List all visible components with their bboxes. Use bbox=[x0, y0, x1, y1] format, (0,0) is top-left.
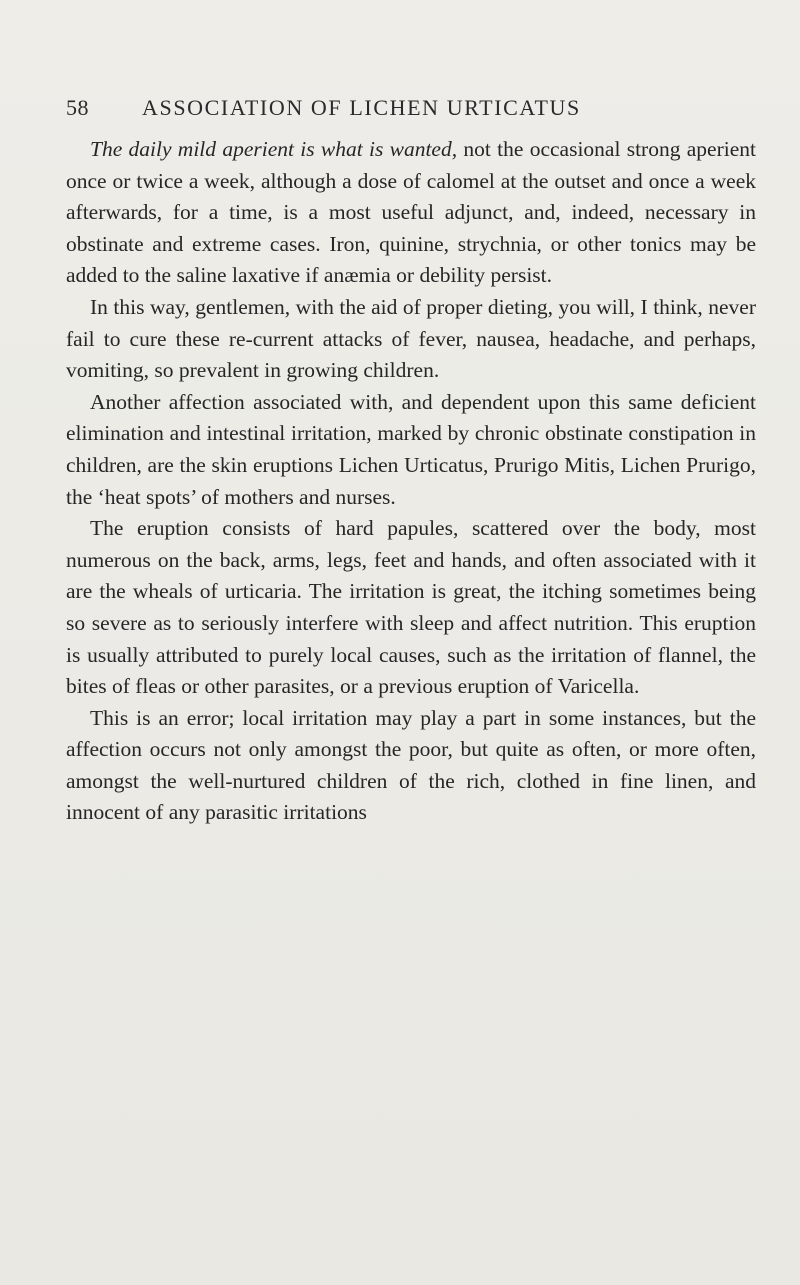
italic-lead: The daily mild aperient is what is wanted, bbox=[90, 137, 458, 161]
paragraph: The eruption consists of hard papules, scattered over the body, most numerous on the back, arms, legs, feet and hands, and often associated with it are the wheals of urticaria. The irritation is great, the itching sometimes being so severe as to seriously interfere with sleep and affect nutrition. This eruption is usually attributed to purely local causes, such as the irritation of flannel, the bites of fleas or other parasites, or a previous eruption of Varicella. bbox=[66, 516, 756, 699]
body-text bbox=[66, 134, 756, 829]
paragraph: In this way, gentlemen, with the aid of proper dieting, you will, I think, never fail to cure these re-current attacks of fever, nausea, headache, and perhaps, vomiting, so prevalent in growing children. bbox=[66, 294, 756, 383]
paragraph bbox=[66, 134, 756, 292]
paragraph: Another affection associated with, and dependent upon this same deficient elimination and intestinal irritation, marked by chronic obstinate constipation in children, are the skin eruptions Lichen Urticatus, Prurigo Mitis, Lichen Prurigo, the ‘heat spots’ of mothers and nurses. bbox=[66, 389, 756, 509]
paragraph-text: not the occasional strong aperient once or twice a week, although a dose of calomel at the outset and once a week afterwards, for a time, is a most useful adjunct, and, indeed, necessary in obstinate and extreme cases. Iron, quinine, strychnia, or other tonics may be added to the saline laxative if anæmia or debility persist. bbox=[66, 137, 756, 288]
paragraph: This is an error; local irritation may play a part in some instances, but the affection occurs not only amongst the poor, but quite as often, or more often, amongst the well-nurtured children of the rich, clothed in fine linen, and innocent of any parasitic irritations bbox=[66, 705, 756, 825]
page-header bbox=[66, 95, 756, 135]
running-head: ASSOCIATION OF LICHEN URTICATUS bbox=[142, 95, 581, 120]
page-number: 58 bbox=[66, 95, 89, 120]
